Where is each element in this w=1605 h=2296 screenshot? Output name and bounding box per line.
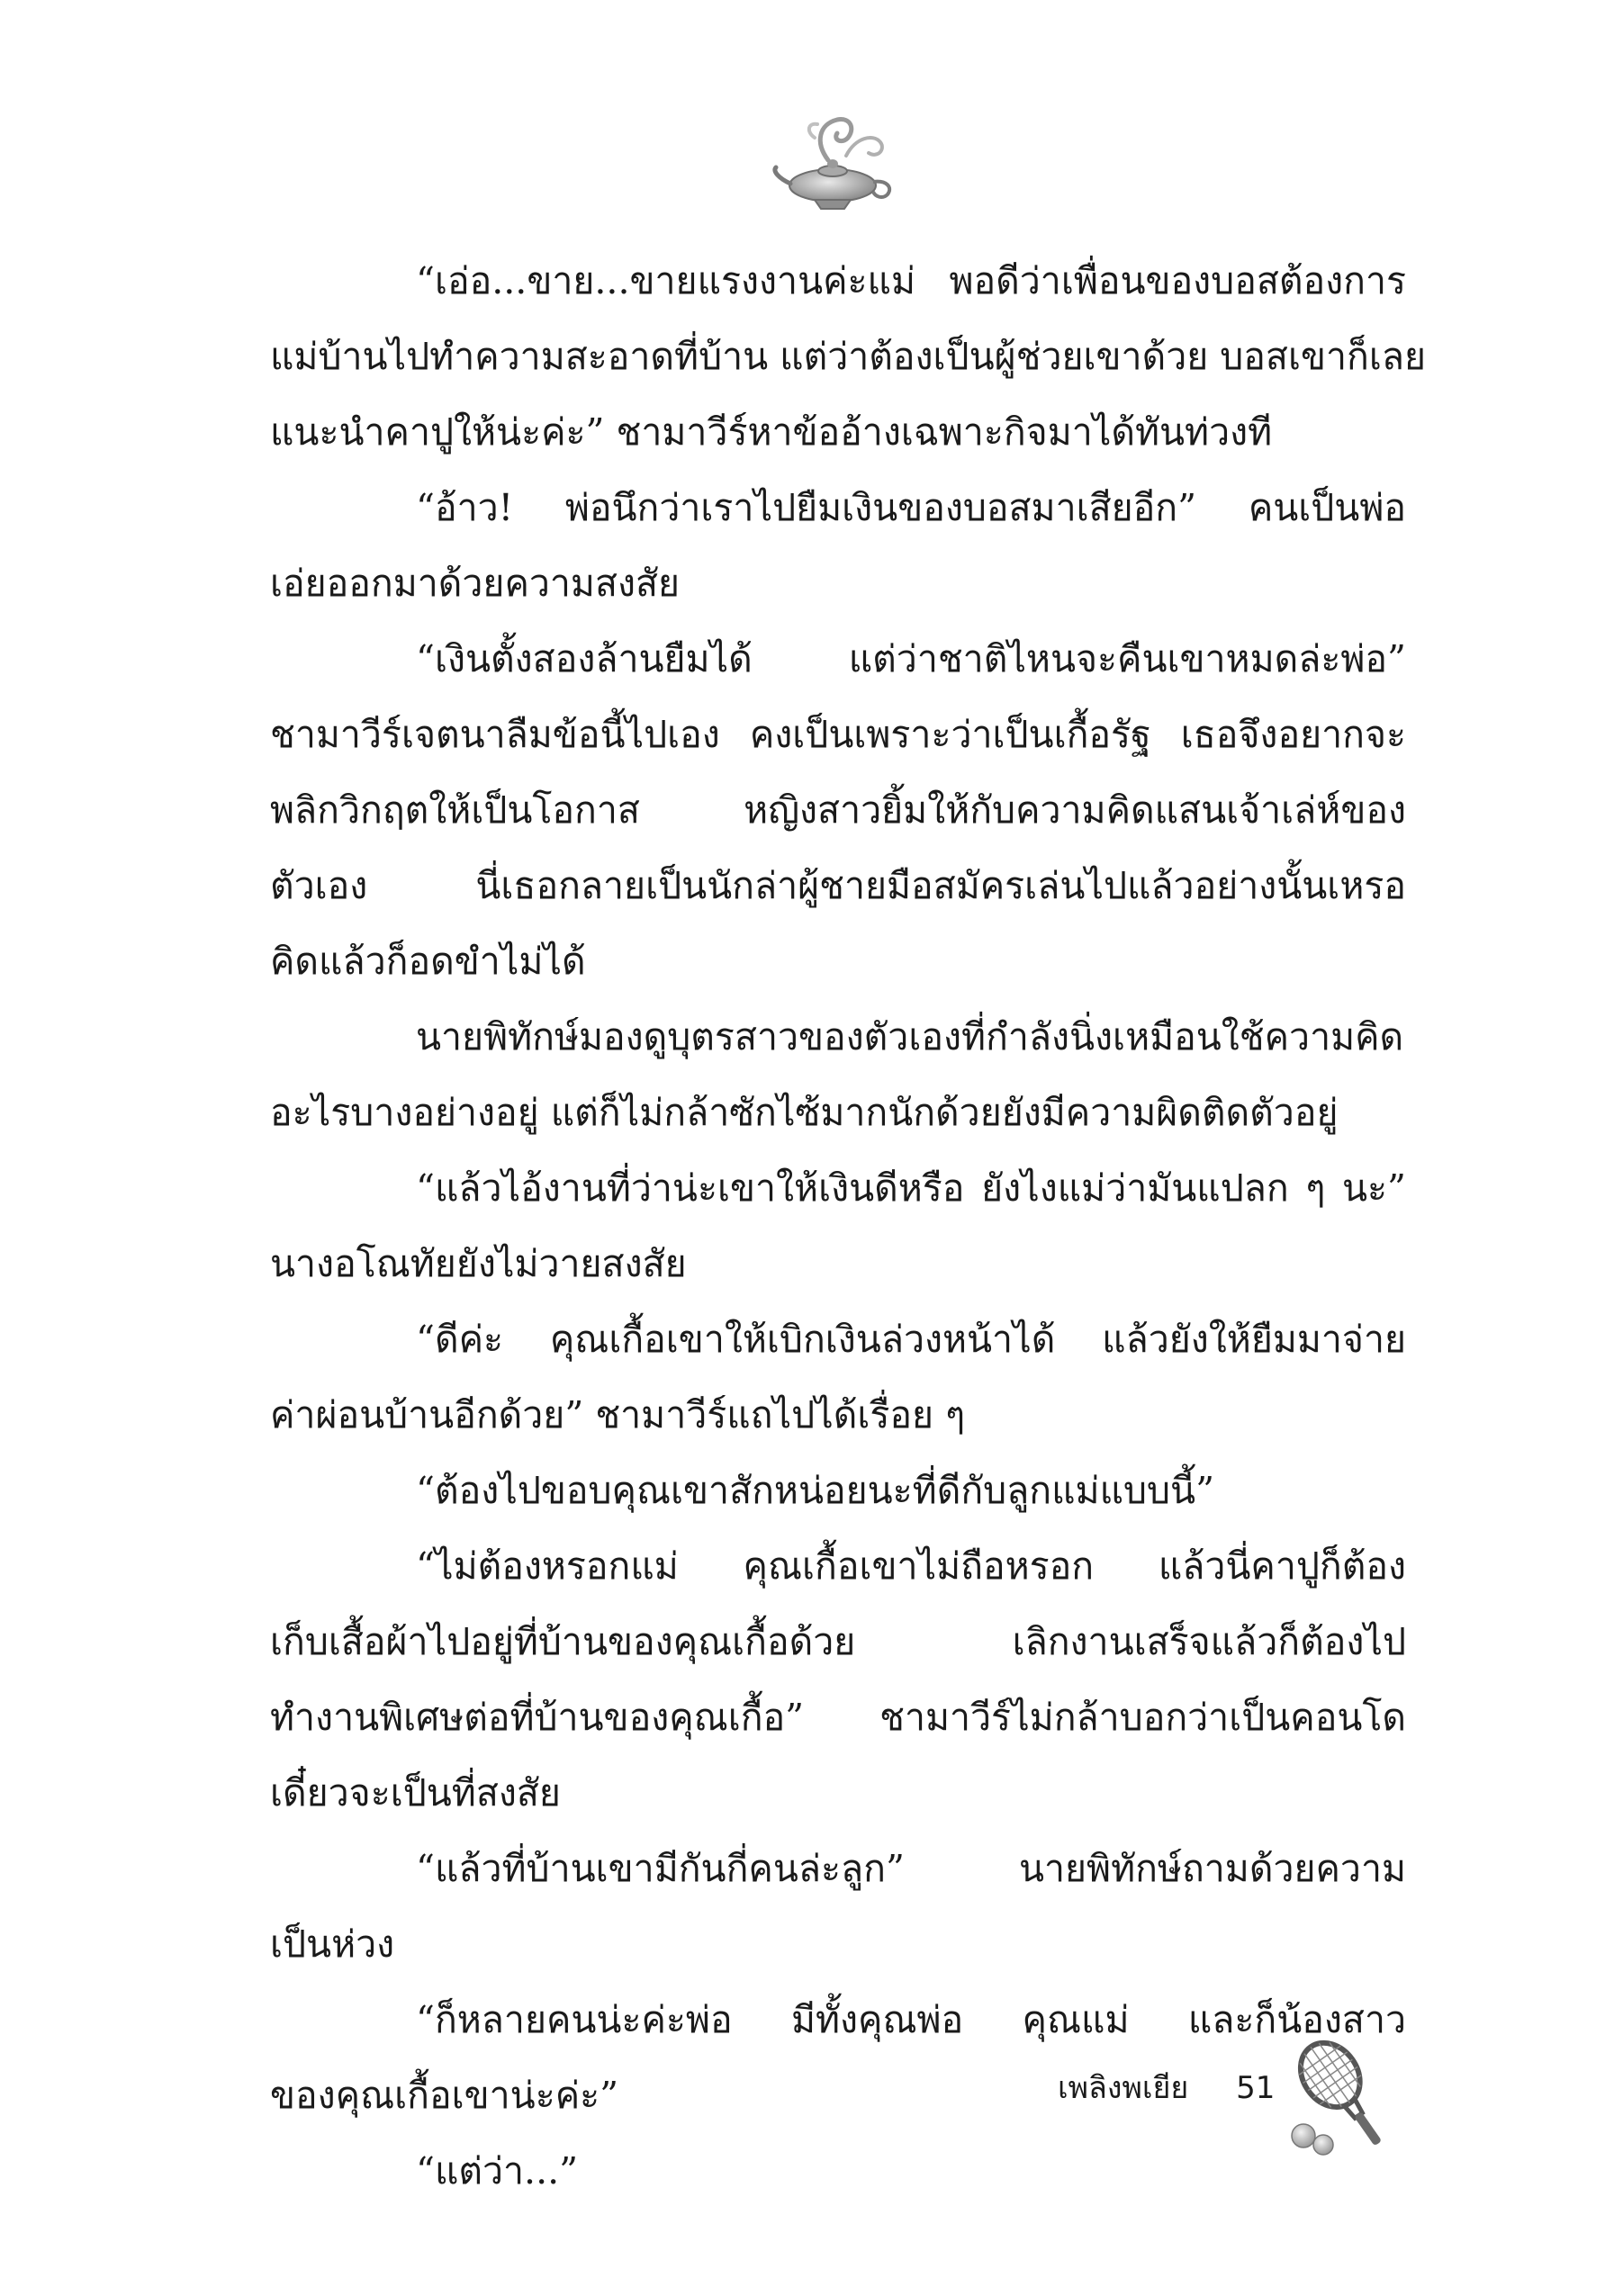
paragraph-line: “เงินตั้งสองล้านยืมได้ แต่ว่าชาติไหนจะคืนเขาหมดล่ะพ่อ” [416,637,1406,680]
page-number: 51 [1236,2070,1276,2106]
book-title: เพลิงพเยีย [1058,2070,1189,2106]
page-footer [1058,2061,1275,2115]
paragraph-line: “แล้วไอ้งานที่ว่าน่ะเขาให้เงินดีหรือ ยังไงแม่ว่ามันแปลก ๆ นะ” [416,1166,1406,1210]
paragraph-line: “แล้วที่บ้านเขามีกันกี่คนล่ะลูก” นายพิทักษ์ถามด้วยความ [416,1847,1406,1890]
paragraph-line: ของคุณเกื้อเขาน่ะค่ะ” [270,2074,619,2117]
body-text [270,243,1426,2209]
paragraph-line: เอ่ยออกมาด้วยความสงสัย [270,562,681,605]
paragraph-line: นายพิทักษ์มองดูบุตรสาวของตัวเองที่กำลังนิ่งเหมือนใช้ความคิด [416,1015,1404,1058]
paragraph-line: แนะนำคาปูให้น่ะค่ะ” ชามาวีร์หาข้ออ้างเฉพาะกิจมาได้ทันท่วงที [270,410,1273,454]
paragraph-line: ทำงานพิเศษต่อที่บ้านของคุณเกื้อ” ชามาวีร์ไม่กล้าบอกว่าเป็นคอนโด [270,1696,1406,1739]
paragraph-line: “เอ่อ...ขาย...ขายแรงงานค่ะแม่ พอดีว่าเพื่อนของบอสต้องการ [416,259,1406,302]
paragraph-line: “ต้องไปขอบคุณเขาสักหน่อยนะที่ดีกับลูกแม่แบบนี้” [416,1469,1215,1512]
genie-lamp-icon [765,106,900,223]
paragraph-line: นางอโณทัยยังไม่วายสงสัย [270,1242,687,1285]
paragraph-line: คิดแล้วก็อดขำไม่ได้ [270,940,586,983]
paragraph-line: “ก็หลายคนน่ะค่ะพ่อ มีทั้งคุณพ่อ คุณแม่ และก็น้องสาว [416,1998,1406,2041]
paragraph-line: ตัวเอง นี่เธอกลายเป็นนักล่าผู้ชายมือสมัครเล่นไปแล้วอย่างนั้นเหรอ [270,864,1406,907]
paragraph-line: เก็บเสื้อผ้าไปอยู่ที่บ้านของคุณเกื้อด้วย เลิกงานเสร็จแล้วก็ต้องไป [270,1620,1406,1663]
paragraph-line: “ไม่ต้องหรอกแม่ คุณเกื้อเขาไม่ถือหรอก แล้วนี่คาปูก็ต้อง [416,1544,1406,1588]
paragraph-line: ค่าผ่อนบ้านอีกด้วย” ชามาวีร์แถไปได้เรื่อย ๆ [270,1393,966,1436]
paragraph-line: อะไรบางอย่างอยู่ แต่ก็ไม่กล้าซักไซ้มากนักด้วยยังมีความผิดติดตัวอยู่ [270,1091,1339,1134]
paragraph-line: “แต่ว่า...” [416,2149,579,2192]
paragraph-line: พลิกวิกฤตให้เป็นโอกาส หญิงสาวยิ้มให้กับความคิดแสนเจ้าเล่ห์ของ [270,788,1406,832]
paragraph-line: “อ้าว! พ่อนึกว่าเราไปยืมเงินของบอสมาเสียอีก” คนเป็นพ่อ [416,486,1406,529]
paragraph-line: แม่บ้านไปทำความสะอาดที่บ้าน แต่ว่าต้องเป็นผู้ช่วยเขาด้วย บอสเขาก็เลย [270,335,1426,378]
paragraph-line: เป็นห่วง [270,1922,395,1966]
paragraph-line: เดี๋ยวจะเป็นที่สงสัย [270,1771,561,1814]
paragraph-line: ชามาวีร์เจตนาลืมข้อนี้ไปเอง คงเป็นเพราะว่าเป็นเกื้อรัฐ เธอจึงอยากจะ [270,713,1406,756]
tennis-racket-icon [1278,2030,1413,2165]
paragraph-line: “ดีค่ะ คุณเกื้อเขาให้เบิกเงินล่วงหน้าได้ แล้วยังให้ยืมมาจ่าย [416,1318,1406,1361]
